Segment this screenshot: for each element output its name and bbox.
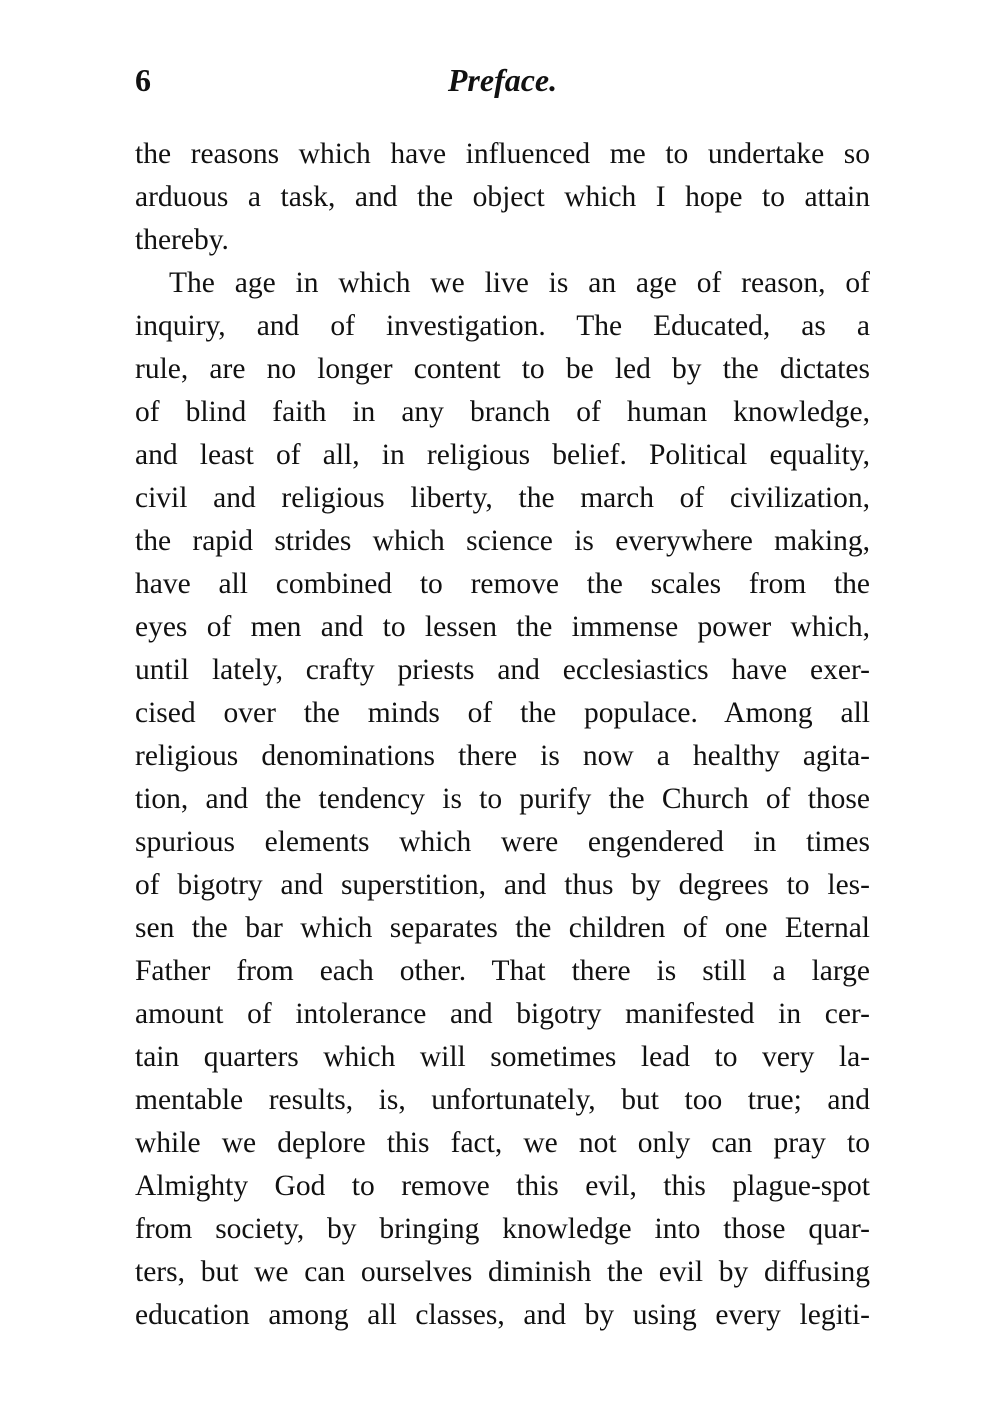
text-line: have all combined to remove the scales from the — [135, 568, 870, 600]
text-line: arduous a task, and the object which I hope to attain — [135, 181, 870, 213]
page-number: 6 — [135, 62, 151, 98]
body-text — [135, 133, 870, 1337]
text-line: and least of all, in religious belief. Political equality, — [135, 439, 870, 471]
text-line: until lately, crafty priests and ecclesiastics have exer- — [135, 654, 870, 686]
text-line: education among all classes, and by using every legiti- — [135, 1299, 870, 1331]
text-line: tain quarters which will sometimes lead to very la- — [135, 1041, 870, 1073]
text-line: Almighty God to remove this evil, this plague-spot — [135, 1170, 870, 1202]
page-header — [135, 58, 870, 102]
text-line: Father from each other. That there is still a large — [135, 955, 870, 987]
text-line: tion, and the tendency is to purify the Church of those — [135, 783, 870, 815]
text-line: spurious elements which were engendered in times — [135, 826, 870, 858]
text-line: the rapid strides which science is everywhere making, — [135, 525, 870, 557]
text-line: religious denominations there is now a healthy agita- — [135, 740, 870, 772]
text-line: rule, are no longer content to be led by the dictates — [135, 353, 870, 385]
text-line: of bigotry and superstition, and thus by degrees to les- — [135, 869, 870, 901]
text-line: thereby. — [135, 224, 229, 256]
text-line: while we deplore this fact, we not only can pray to — [135, 1127, 870, 1159]
text-line: cised over the minds of the populace. Among all — [135, 697, 870, 729]
text-line: mentable results, is, unfortunately, but too true; and — [135, 1084, 870, 1116]
text-line: of blind faith in any branch of human knowledge, — [135, 396, 870, 428]
text-line: amount of intolerance and bigotry manifested in cer- — [135, 998, 870, 1030]
text-line: the reasons which have influenced me to undertake so — [135, 138, 870, 170]
text-line: ters, but we can ourselves diminish the evil by diffusing — [135, 1256, 870, 1288]
running-title: Preface. — [447, 62, 558, 98]
text-line: civil and religious liberty, the march of civilization, — [135, 482, 870, 514]
text-line: sen the bar which separates the children of one Eternal — [135, 912, 870, 944]
text-line: eyes of men and to lessen the immense power which, — [135, 611, 870, 643]
text-line: inquiry, and of investigation. The Educated, as a — [135, 310, 870, 342]
text-line: from society, by bringing knowledge into those quar- — [135, 1213, 870, 1245]
paragraph-first-line: The age in which we live is an age of reason, of — [169, 267, 870, 299]
